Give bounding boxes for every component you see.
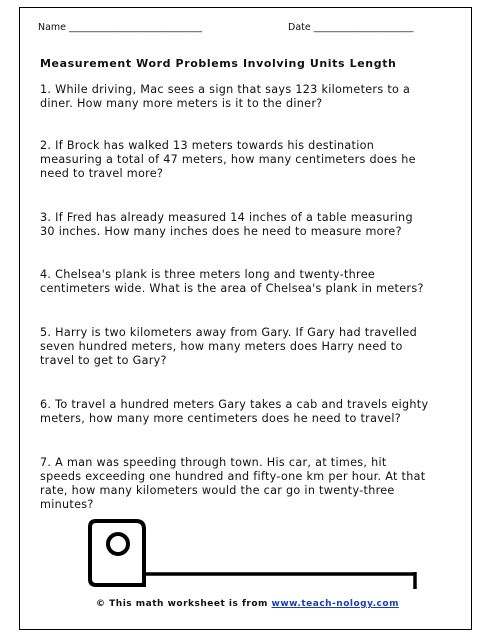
question-7: 7. A man was speeding through town. His car, at times, hit speeds exceeding one hundred and fifty-one km per hour. At that rate, how many kilometers would the car go in twenty-three minutes? bbox=[40, 456, 426, 511]
question-4: 4. Chelsea's plank is three meters long and twenty-three centimeters wide. What is the area of Chelsea's plank in meters? bbox=[40, 268, 424, 295]
footer-copyright-text: © This math worksheet is from bbox=[96, 599, 272, 609]
name-field-label: Name ____________________________ bbox=[38, 22, 203, 33]
tape-measure-illustration bbox=[88, 517, 433, 593]
tape-measure-button bbox=[108, 534, 128, 554]
question-3: 3. If Fred has already measured 14 inches of a table measuring 30 inches. How many inches does he need to measure more? bbox=[40, 211, 413, 238]
footer-website-link[interactable]: www.teach-nology.com bbox=[271, 599, 399, 609]
question-2: 2. If Brock has walked 13 meters towards his destination measuring a total of 47 meters, how many centimeters does he need to travel more? bbox=[40, 139, 416, 180]
question-6: 6. To travel a hundred meters Gary takes a cab and travels eighty meters, how many more centimeters does he need to travel? bbox=[40, 398, 429, 425]
question-1: 1. While driving, Mac sees a sign that says 123 kilometers to a diner. How many more meters is it to the diner? bbox=[40, 83, 411, 110]
footer bbox=[0, 599, 495, 609]
date-field-label: Date _____________________ bbox=[288, 22, 414, 33]
header bbox=[38, 22, 448, 33]
worksheet-title: Measurement Word Problems Involving Units Length bbox=[40, 57, 397, 70]
question-5: 5. Harry is two kilometers away from Gary. If Gary had travelled seven hundred meters, how many meters does Harry need to travel to get to Gary? bbox=[40, 326, 418, 367]
